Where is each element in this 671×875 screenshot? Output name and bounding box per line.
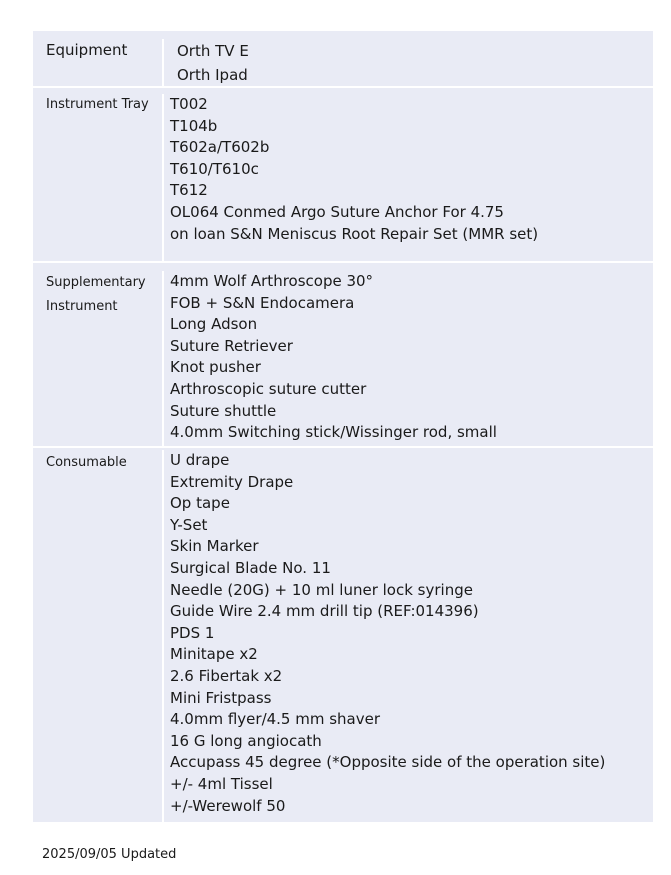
list-item: Arthroscopic suture cutter (170, 379, 367, 398)
list-item: 4.0mm Switching stick/Wissinger rod, small (170, 423, 497, 442)
list-item: T612 (170, 181, 208, 200)
supplementary-items (164, 271, 653, 446)
list-item: 4mm Wolf Arthroscope 30° (170, 272, 374, 290)
row-instrument-tray (33, 88, 653, 263)
consumable-items (164, 450, 653, 822)
checklist-table (33, 31, 653, 824)
list-item: T104b (170, 116, 218, 135)
list-item: OL064 Conmed Argo Suture Anchor For 4.75 (170, 202, 504, 221)
list-item: 4.0mm flyer/4.5 mm shaver (170, 710, 381, 729)
list-item: 16 G long angiocath (170, 731, 322, 750)
list-item: PDS 1 (170, 623, 215, 642)
list-item: FOB + S&N Endocamera (170, 293, 355, 312)
list-item: 2.6 Fibertak x2 (170, 666, 283, 685)
list-item: Orth Ipad (177, 66, 248, 84)
list-item: Surgical Blade No. 11 (170, 558, 331, 577)
list-item: Knot pusher (170, 358, 261, 377)
equipment-items (164, 39, 653, 86)
list-item: Suture Retriever (170, 336, 293, 355)
list-item: Skin Marker (170, 537, 259, 556)
updated-date: 2025/09/05 Updated (42, 847, 177, 862)
list-item: U drape (170, 451, 230, 469)
list-item: T602a/T602b (170, 138, 270, 157)
instrument-tray-items (164, 94, 653, 261)
equipment-label: Equipment (33, 39, 164, 86)
supplementary-label (33, 271, 164, 446)
list-item: on loan S&N Meniscus Root Repair Set (MMR set) (170, 224, 539, 243)
list-item: Suture shuttle (170, 401, 277, 420)
list-item: +/-Werewolf 50 (170, 796, 286, 815)
consumable-label: Consumable (33, 450, 164, 822)
list-item: T610/T610c (170, 159, 259, 178)
list-item: +/- 4ml Tissel (170, 774, 273, 793)
row-equipment (33, 31, 653, 88)
list-item: T002 (170, 95, 208, 113)
instrument-tray-label: Instrument Tray (33, 94, 164, 261)
list-item: Long Adson (170, 315, 258, 334)
list-item: Extremity Drape (170, 472, 294, 491)
list-item: Orth TV E (177, 42, 249, 60)
list-item: Y-Set (170, 515, 208, 534)
list-item: Mini Fristpass (170, 688, 272, 707)
list-item: Op tape (170, 494, 230, 513)
row-supplementary-instrument (33, 263, 653, 448)
list-item: Accupass 45 degree (*Opposite side of the operation site) (170, 753, 606, 772)
supplementary-label-line2: Instrument (46, 299, 118, 314)
list-item: Minitape x2 (170, 645, 258, 664)
row-consumable (33, 448, 653, 824)
supplementary-label-line1: Supplementary (46, 275, 146, 290)
list-item: Guide Wire 2.4 mm drill tip (REF:014396) (170, 602, 479, 621)
list-item: Needle (20G) + 10 ml luner lock syringe (170, 580, 473, 599)
